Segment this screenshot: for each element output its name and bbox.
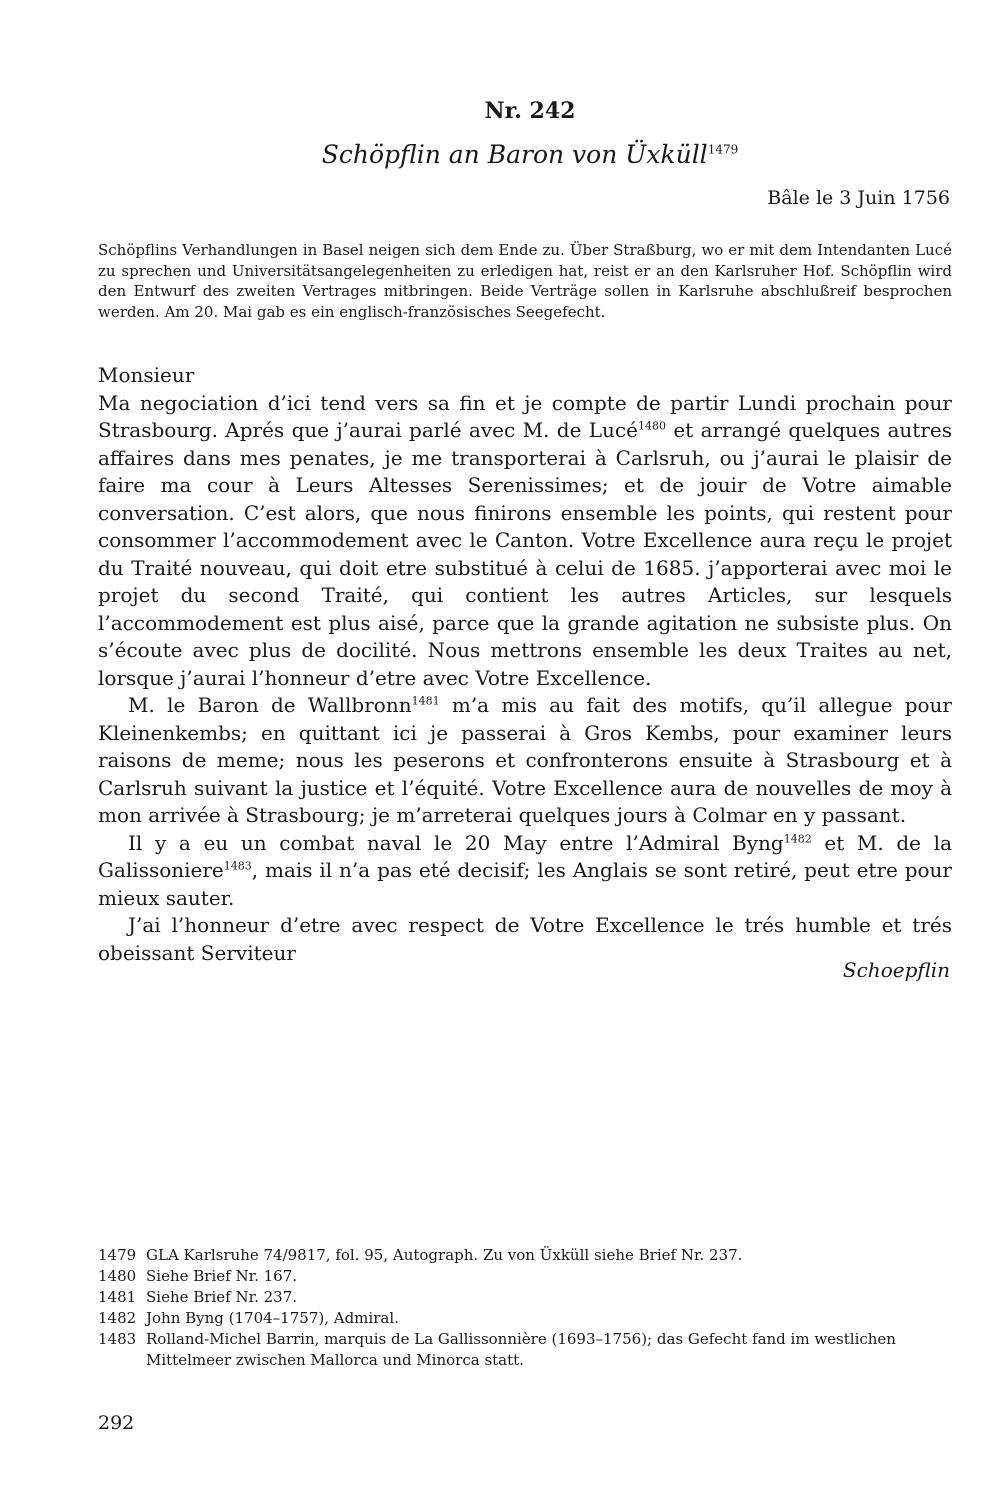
footnote-ref-1482: 1482 <box>783 831 812 845</box>
footnote-text: Rolland-Michel Barrin, marquis de La Gallissonnière (1693–1756); das Gefecht fand im westlichen Mittelmeer zwischen Mallorca und Minorca statt. <box>146 1330 896 1369</box>
paragraph-4: J’ai l’honneur d’etre avec respect de Votre Excellence le trés humble et trés obeissant Serviteur <box>98 913 952 965</box>
paragraph-1 <box>98 390 952 693</box>
paragraph-1-text-b: et arrangé quelques autres affaires dans mes penates, je me transporterai à Carlsruh, ou j’aurai le plaisir de faire ma cour à Leurs Altesses Serenissimes; et de jouir de Votre aimable conversation. C’est alors, que nous finirons ensemble les points, qui restent pour consommer l’accommodement avec le Canton. Votre Excellence aura reçu le projet du Traité nouveau, qui doit etre substitué à celui de 1685. j’apporterai avec moi le projet du second Traité, qui contient les autres Articles, sur lesquels l’accommodement est plus aisé, parce que la grande agitation ne subsiste plus. On s’écoute avec plus de docilité. Nous mettrons ensemble les deux Traites au net, lorsque j’aurai l’honneur d’etre avec Votre Excellence. <box>98 418 952 690</box>
footnote <box>98 1329 958 1371</box>
footnote-number: 1482 <box>98 1309 137 1327</box>
place-date: Bâle le 3 Juin 1756 <box>767 187 950 209</box>
paragraph-2 <box>98 692 952 830</box>
footnote-text: John Byng (1704–1757), Admiral. <box>146 1309 399 1327</box>
footnote-ref-1481: 1481 <box>411 694 440 708</box>
footnote <box>98 1308 958 1329</box>
footnote-ref-1480: 1480 <box>637 419 666 433</box>
paragraph-3-text-c: , mais il n’a pas eté decisif; les Anglais se sont retiré, peut etre pour mieux sauter. <box>98 858 952 910</box>
paragraph-2-text-b: m’a mis au fait des motifs, qu’il allegue pour Kleinenkembs; en quittant ici je passerai à Gros Kembs, pour examiner leurs raisons de meme; nous les peserons et confronterons ensuite à Strasbourg et à Carlsruh suivant la justice et l’équité. Votre Excellence aura de nouvelles de moy à mon arrivée à Strasbourg; je m’arreterai quelques jours à Colmar en y passant. <box>98 693 952 827</box>
paragraph-1-text-a: Ma negociation d’ici tend vers sa fin et je compte de partir Lundi prochain pour Strasbourg. Aprés que j’aurai parlé avec M. de Lucé <box>98 390 952 442</box>
footnote-number: 1479 <box>98 1246 137 1264</box>
letter-title <box>0 140 1000 169</box>
footnote-text: GLA Karlsruhe 74/9817, fol. 95, Autograph. Zu von Üxküll siehe Brief Nr. 237. <box>146 1246 743 1264</box>
letter-title-text: Schöpflin an Baron von Üxküll <box>321 140 708 169</box>
footnote-text: Siehe Brief Nr. 167. <box>146 1267 298 1285</box>
footnote-ref-1483: 1483 <box>223 859 252 873</box>
paragraph-3-text-b: et M. de la Galissoniere <box>98 830 952 882</box>
title-footnote-ref: 1479 <box>707 142 739 157</box>
signature: Schoepflin <box>842 958 950 982</box>
letter-number: Nr. 242 <box>484 98 576 124</box>
paragraph-2-text-a: M. le Baron de Wallbronn <box>128 693 412 717</box>
letter-body <box>98 362 952 967</box>
footnote <box>98 1245 958 1266</box>
footnote <box>98 1287 958 1308</box>
paragraph-3 <box>98 830 952 913</box>
footnote-number: 1483 <box>98 1330 137 1348</box>
letter-abstract: Schöpflins Verhandlungen in Basel neigen sich dem Ende zu. Über Straßburg, wo er mit dem Intendanten Lucé zu sprechen und Universitätsangelegenheiten zu erledigen hat, reist er an den Karlsruher Hof. Schöpflin wird den Entwurf des zweiten Vertrages mitbringen. Beide Verträge sollen in Karlsruhe abschlußreif besprochen werden. Am 20. Mai gab es ein englisch-französisches Seegefecht. <box>98 241 952 321</box>
footnote <box>98 1266 958 1287</box>
footnote-number: 1481 <box>98 1288 137 1306</box>
paragraph-3-text-a: Il y a eu un combat naval le 20 May entre l’Admiral Byng <box>128 830 784 855</box>
salutation: Monsieur <box>98 363 195 387</box>
page-number: 292 <box>98 1412 135 1434</box>
footnote-text: Siehe Brief Nr. 237. <box>146 1288 298 1306</box>
footnotes <box>98 1245 958 1371</box>
footnote-number: 1480 <box>98 1267 137 1285</box>
